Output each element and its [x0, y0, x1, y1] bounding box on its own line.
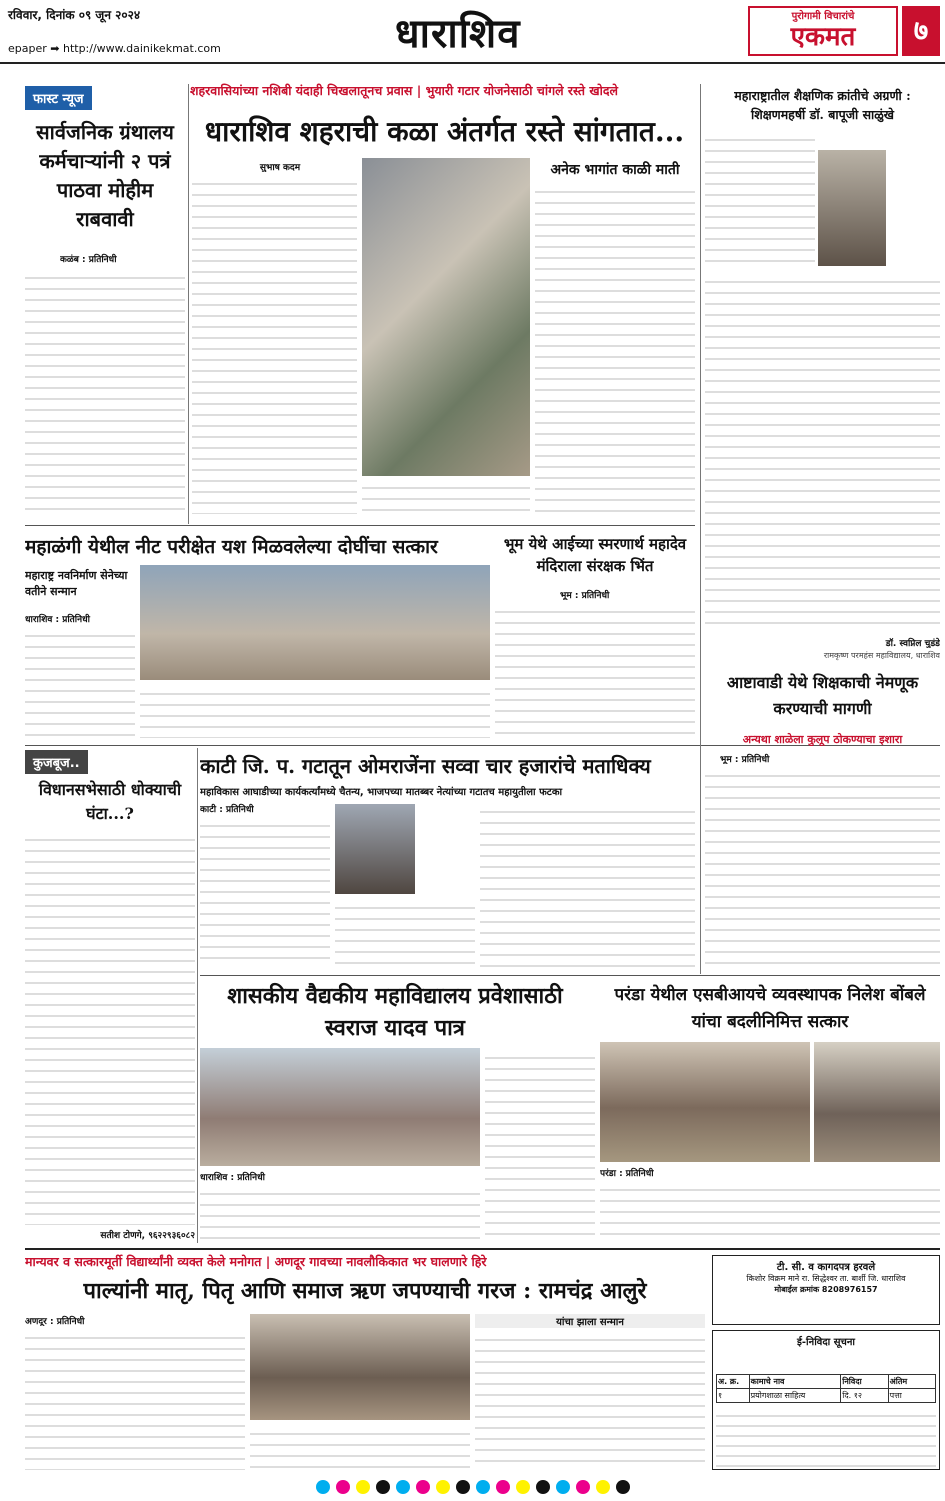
lead-photo-caption — [362, 478, 530, 518]
ad-tender-table-header — [716, 1374, 936, 1389]
divider — [25, 1248, 940, 1250]
ashtwadi-headline: आष्टावाडी येथे शिक्षकाची नेमणूक करण्याची मागणी — [726, 673, 919, 718]
fast-news-tag: फास्ट न्यूज — [25, 86, 92, 110]
column-rule — [197, 748, 198, 1243]
educator-body-top — [705, 130, 815, 270]
brand-logo — [748, 6, 898, 56]
brand-name: एकमत — [790, 22, 856, 52]
educator-author: डॉ. स्वप्निल चुडंडे — [885, 639, 940, 648]
bottom-banner-text: मान्यवर व सत्कारमूर्ती विद्यार्थ्यांनी व्यक्त केले मनोगत | अणदूर गावच्या नावलौकिकात भर घालणारे हिरे — [25, 1254, 487, 1269]
omraje-subhead: महाविकास आघाडीच्या कार्यकर्त्यांमध्ये चैतन्य, भाजपच्या मातब्बर नेत्यांच्या गटातच महायुतीला फटका — [200, 787, 563, 798]
kujbuj-body — [25, 830, 195, 1225]
table-cell: दि. १२ — [841, 1389, 888, 1402]
medical-headline: शासकीय वैद्यकीय महाविद्यालय प्रवेशासाठी स्वराज यादव पात्र — [227, 983, 563, 1041]
table-row — [716, 1389, 936, 1403]
neet-photo — [140, 565, 490, 680]
kujbuj-headline: विधानसभेसाठी धोक्याची घंटा...? — [38, 780, 182, 823]
omraje-body-col3 — [480, 802, 695, 968]
ad-tender — [712, 1330, 940, 1470]
neet-credit: धाराशिव : प्रतिनिधी — [25, 615, 90, 624]
bottom-body-col1 — [25, 1328, 245, 1470]
table-header-cell: अंतिम — [889, 1377, 908, 1386]
ad-tc-phone: मोबाईल क्रमांक 8208976157 — [774, 1285, 878, 1294]
omraje-credit: काटी : प्रतिनिधी — [200, 805, 254, 814]
kujbuj-byline: सतीश टोणगे, ९६२२९३६०८२ — [100, 1231, 195, 1240]
bottom-headline: पाल्यांनी मातृ, पितृ आणि समाज ऋण जपण्याची गरज : रामचंद्र आलुरे — [83, 1278, 647, 1304]
table-cell: प्रयोगशाळा साहित्य — [750, 1389, 842, 1402]
sbi-body — [600, 1180, 940, 1240]
educator-author-desc: रामकृष्ण परमहंस महाविद्यालय, धाराशिव — [823, 651, 940, 660]
omraje-body-col1 — [200, 816, 330, 968]
fast-news-body — [25, 268, 185, 513]
page-header — [0, 0, 945, 64]
neet-subhead: महाराष्ट्र नवनिर्माण सेनेच्या वतीने सन्मान — [25, 569, 128, 598]
lead-subhead: अनेक भागांत काळी माती — [550, 162, 680, 178]
bottom-banner — [25, 1253, 705, 1271]
bottom-body-col2 — [250, 1424, 470, 1470]
bottom-credit: अणदूर : प्रतिनिधी — [25, 1317, 85, 1326]
table-header-cell: अ. क्र. — [717, 1375, 750, 1388]
table-cell: पत्ता — [889, 1391, 902, 1400]
table-header-cell: कामाचे नाव — [750, 1375, 842, 1388]
kujbuj-tag: कुजबूज.. — [25, 750, 88, 774]
omraje-headline: काटी जि. प. गटातून ओमराजेंना सव्वा चार हजारांचे मताधिक्य — [200, 754, 651, 778]
top-banner-text: शहरवासियांच्या नशिबी यंदाही चिखलातूनच प्रवास | भुयारी गटार योजनेसाठी चांगले रस्ते खोदले — [190, 83, 618, 98]
ad-tender-title: ई-निविदा सूचना — [797, 1337, 855, 1348]
ashtwadi-body — [705, 766, 940, 968]
brand-tagline: पुरोगामी विचारांचे — [791, 11, 855, 22]
educator-headline: महाराष्ट्रातील शैक्षणिक क्रांतीचे अग्रणी : शिक्षणमहर्षी डॉ. बापूजी साळुंखे — [734, 88, 911, 122]
educator-portrait — [818, 150, 886, 266]
bhoom-headline: भूम येथे आईच्या स्मरणार्थ महादेव मंदिराला संरक्षक भिंत — [503, 535, 687, 575]
ad-tc-body: किशोर विक्रम माने रा. सिद्धेश्वर ता. बार्शी जि. धाराशिव — [746, 1274, 906, 1283]
fast-news-credit: कळंब : प्रतिनिधी — [60, 255, 117, 265]
lead-headline: धाराशिव शहराची कळा अंतर्गत रस्ते सांगतात... — [204, 115, 685, 148]
column-rule — [188, 84, 189, 524]
fast-news-section — [25, 86, 185, 116]
neet-headline: महाळंगी येथील नीट परीक्षेत यश मिळवलेल्या दोघींचा सत्कार — [25, 536, 438, 558]
medical-credit: धाराशिव : प्रतिनिधी — [200, 1173, 265, 1182]
masthead-title: धाराशिव — [395, 10, 521, 57]
omraje-portrait — [335, 804, 415, 894]
lead-photo-muddy-road — [362, 158, 530, 476]
bottom-sidebar-body — [475, 1330, 705, 1470]
column-rule — [700, 84, 701, 974]
medical-body — [200, 1184, 480, 1240]
fast-news-headline: सार्वजनिक ग्रंथालय कर्मचाऱ्यांनी २ पत्रं पाठवा मोहीम राबवावी — [36, 120, 174, 231]
lead-byline: सुभाष कदम — [259, 163, 301, 172]
ad-tc-title: टी. सी. व कागदपत्र हरवले — [776, 1262, 876, 1273]
sbi-photo-2 — [814, 1042, 940, 1162]
lead-body-col1 — [192, 174, 357, 514]
ad-tc-lost — [712, 1255, 940, 1325]
sbi-headline: परंडा येथील एसबीआयचे व्यवस्थापक निलेश बोंबले यांचा बदलीनिमित्त सत्कार — [614, 985, 926, 1032]
ashtwadi-credit: भूम : प्रतिनिधी — [720, 755, 770, 764]
educator-body — [705, 272, 940, 632]
bhoom-body — [495, 602, 695, 738]
kujbuj-section — [25, 750, 195, 776]
divider — [25, 525, 695, 526]
ad-tender-body — [716, 1407, 936, 1467]
medical-photo — [200, 1048, 480, 1166]
print-registration-marks — [100, 1480, 845, 1494]
sbi-photo-1 — [600, 1042, 810, 1162]
lead-body-col2 — [535, 182, 695, 518]
neet-body — [25, 626, 135, 738]
issue-date: रविवार, दिनांक ०९ जून २०२४ — [8, 8, 141, 22]
page-number: ७ — [902, 6, 940, 56]
table-header-cell: निविदा — [841, 1375, 888, 1388]
medical-body-2 — [485, 1048, 595, 1240]
bottom-sidebar-title: यांचा झाला सन्मान — [475, 1314, 705, 1328]
epaper-link[interactable]: epaper ➡ http://www.dainikekmat.com — [8, 42, 221, 55]
bottom-photo — [250, 1314, 470, 1420]
ashtwadi-subhead: अन्यथा शाळेला कुलूप ठोकण्याचा इशारा — [742, 733, 903, 746]
neet-body-2 — [140, 684, 490, 738]
sbi-credit: परंडा : प्रतिनिधी — [600, 1169, 654, 1178]
omraje-body-col2 — [335, 898, 475, 968]
top-banner — [190, 82, 695, 102]
table-cell: १ — [717, 1389, 750, 1402]
bhoom-credit: भूम : प्रतिनिधी — [560, 591, 610, 600]
divider — [200, 975, 940, 976]
